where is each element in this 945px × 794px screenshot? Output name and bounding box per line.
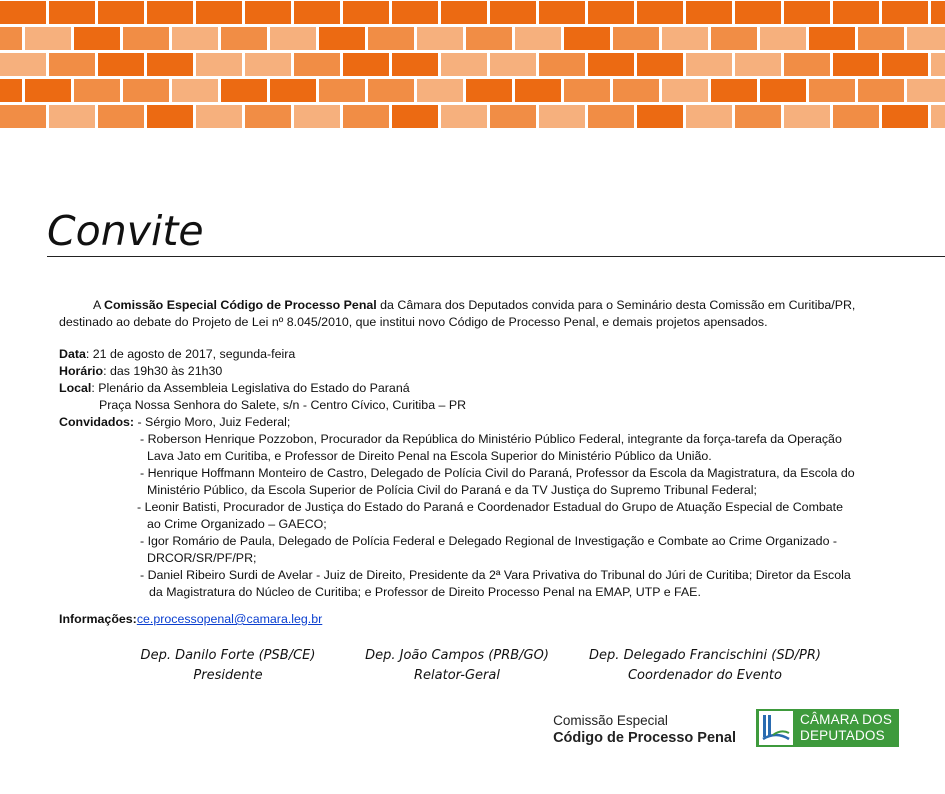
banner-tile <box>343 53 389 76</box>
banner-tile <box>49 1 95 24</box>
intro-line-1 <box>93 297 855 314</box>
guest-line: ao Crime Organizado – GAECO; <box>147 517 327 531</box>
guest-line: - Igor Romário de Paula, Delegado de Polícia Federal e Delegado Regional de Investigação e Combate ao Crime Organizado - <box>140 534 838 548</box>
banner-tile <box>98 105 144 128</box>
banner-tile <box>221 27 267 50</box>
banner-tile <box>711 27 757 50</box>
banner-tile <box>0 105 46 128</box>
camara-logo-line-1: CÂMARA DOS <box>800 712 893 727</box>
banner-tile <box>882 105 928 128</box>
guest-line: - Henrique Hoffmann Monteiro de Castro, Delegado de Polícia Civil do Paraná, Professor da Escola da Magistratura, da Escola do <box>140 466 855 480</box>
banner-tile <box>882 53 928 76</box>
banner-tile <box>319 27 365 50</box>
camara-logo <box>756 709 899 747</box>
banner-tile <box>931 53 945 76</box>
banner-tile <box>270 79 316 102</box>
banner-tile <box>294 105 340 128</box>
banner-tile <box>343 105 389 128</box>
date-label: Data <box>59 347 86 361</box>
banner-tile <box>392 53 438 76</box>
banner-tile <box>735 105 781 128</box>
email-link[interactable]: ce.processopenal@camara.leg.br <box>136 612 323 626</box>
signature-rapporteur <box>365 646 549 686</box>
signature-role: Presidente <box>193 668 263 683</box>
guest-line: - Roberson Henrique Pozzobon, Procurador da República do Ministério Público Federal, integrante da força-tarefa da Operação <box>140 432 842 446</box>
signature-president <box>141 646 316 686</box>
banner-tile <box>809 79 855 102</box>
page-title: Convite <box>47 207 204 255</box>
banner-tile <box>0 27 22 50</box>
event-location <box>59 380 410 397</box>
banner-tile <box>392 105 438 128</box>
info-line <box>59 611 322 628</box>
signature-role: Coordenador do Evento <box>627 668 782 683</box>
orange-tile-banner <box>0 0 945 132</box>
banner-tile <box>123 79 169 102</box>
banner-tile <box>196 1 242 24</box>
banner-tile <box>0 53 46 76</box>
banner-tile <box>515 79 561 102</box>
banner-tile <box>539 1 585 24</box>
banner-tile <box>245 53 291 76</box>
banner-tile <box>441 105 487 128</box>
signature-name: Dep. João Campos (PRB/GO) <box>365 648 549 663</box>
banner-tile <box>637 105 683 128</box>
banner-tile <box>931 105 945 128</box>
title-divider <box>47 256 945 257</box>
banner-tile <box>662 79 708 102</box>
banner-tile <box>417 27 463 50</box>
banner-tile <box>245 1 291 24</box>
time-value: : das 19h30 às 21h30 <box>103 364 223 378</box>
guests-first <box>59 414 290 431</box>
banner-tile <box>686 1 732 24</box>
intro-text-end: da Câmara dos Deputados convida para o Seminário desta Comissão em Curitiba/PR, <box>376 298 856 312</box>
location-label: Local <box>59 381 92 395</box>
banner-tile <box>196 105 242 128</box>
camara-logo-line-2: DEPUTADOS <box>800 728 885 743</box>
info-label: Informações: <box>59 612 137 626</box>
banner-tile <box>833 105 879 128</box>
banner-tile <box>858 27 904 50</box>
banner-tile <box>760 79 806 102</box>
banner-tile <box>907 27 945 50</box>
banner-tile <box>686 53 732 76</box>
guests-label: Convidados: <box>59 415 135 429</box>
banner-tile <box>0 1 46 24</box>
banner-tile <box>760 27 806 50</box>
banner-tile <box>686 105 732 128</box>
banner-tile <box>392 1 438 24</box>
banner-tile <box>833 53 879 76</box>
banner-tile <box>613 27 659 50</box>
banner-tile <box>515 27 561 50</box>
banner-tile <box>858 79 904 102</box>
banner-tile <box>809 27 855 50</box>
banner-tile <box>466 27 512 50</box>
guest-moro: - Sérgio Moro, Juiz Federal; <box>134 415 291 429</box>
banner-tile <box>49 105 95 128</box>
banner-tile <box>490 105 536 128</box>
signature-role: Relator-Geral <box>414 668 500 683</box>
guest-line: Lava Jato em Curitiba, e Professor de Direito Penal na Escola Superior do Ministério Público da União. <box>147 449 712 463</box>
signature-name: Dep. Danilo Forte (PSB/CE) <box>140 648 316 663</box>
banner-tile <box>0 79 22 102</box>
banner-tile <box>784 105 830 128</box>
banner-tile <box>343 1 389 24</box>
commission-name: Comissão Especial Código de Processo Penal <box>104 298 377 312</box>
guest-line: - Leonir Batisti, Procurador de Justiça do Estado do Paraná e Coordenador Estadual do Grupo de Atuação Especial de Combate <box>137 500 844 514</box>
banner-tile <box>564 79 610 102</box>
banner-tile <box>98 53 144 76</box>
guest-line: DRCOR/SR/PF/PR; <box>147 551 257 565</box>
banner-tile <box>539 105 585 128</box>
banner-tile <box>25 27 71 50</box>
banner-tile <box>245 105 291 128</box>
banner-tile <box>74 79 120 102</box>
date-value: : 21 de agosto de 2017, segunda-feira <box>85 347 296 361</box>
event-address: Praça Nossa Senhora do Salete, s/n - Centro Cívico, Curitiba – PR <box>99 398 467 412</box>
location-value: : Plenário da Assembleia Legislativa do Estado do Paraná <box>91 381 410 395</box>
guest-line: da Magistratura do Núcleo de Curitiba; e Professor de Direito Processo Penal na EMAP, UTP e FAE. <box>149 585 701 599</box>
intro-text-start: A <box>93 298 105 312</box>
banner-tile <box>588 105 634 128</box>
banner-tile <box>711 79 757 102</box>
banner-tile <box>490 53 536 76</box>
banner-tile <box>417 79 463 102</box>
banner-tile <box>98 1 144 24</box>
banner-tile <box>49 53 95 76</box>
banner-tile <box>319 79 365 102</box>
banner-tile <box>539 53 585 76</box>
guest-line: Ministério Público, da Escola Superior de Polícia Civil do Paraná e da TV Justiça do Supremo Tribunal Federal; <box>147 483 757 497</box>
banner-tile <box>833 1 879 24</box>
banner-tile <box>196 53 242 76</box>
banner-tile <box>172 79 218 102</box>
banner-tile <box>368 79 414 102</box>
banner-tile <box>784 53 830 76</box>
intro-line-2: destinado ao debate do Projeto de Lei nº 8.045/2010, que institui novo Código de Processo Penal, e demais projetos apensados. <box>59 315 768 329</box>
banner-tile <box>270 27 316 50</box>
banner-tile <box>588 53 634 76</box>
banner-tile <box>147 105 193 128</box>
banner-tile <box>147 1 193 24</box>
event-time <box>59 363 222 380</box>
banner-tile <box>735 53 781 76</box>
banner-tile <box>735 1 781 24</box>
banner-tile <box>784 1 830 24</box>
banner-tile <box>907 79 945 102</box>
congress-emblem-icon <box>759 711 793 745</box>
banner-tile <box>466 79 512 102</box>
commission-logo <box>553 713 736 747</box>
banner-tile <box>882 1 928 24</box>
banner-tile <box>123 27 169 50</box>
banner-tile <box>294 53 340 76</box>
banner-tile <box>637 53 683 76</box>
banner-tile <box>613 79 659 102</box>
banner-tile <box>931 1 945 24</box>
banner-tile <box>368 27 414 50</box>
banner-tile <box>172 27 218 50</box>
signature-coordinator <box>589 646 821 686</box>
banner-tile <box>441 53 487 76</box>
banner-tile <box>441 1 487 24</box>
banner-tile <box>294 1 340 24</box>
banner-tile <box>74 27 120 50</box>
banner-tile <box>564 27 610 50</box>
event-date <box>59 346 295 363</box>
banner-tile <box>25 79 71 102</box>
banner-tile <box>147 53 193 76</box>
banner-tile <box>490 1 536 24</box>
banner-tile <box>588 1 634 24</box>
time-label: Horário <box>59 364 104 378</box>
banner-tile <box>221 79 267 102</box>
banner-tile <box>637 1 683 24</box>
banner-tile <box>662 27 708 50</box>
commission-logo-line-1: Comissão Especial <box>553 713 668 728</box>
signature-name: Dep. Delegado Francischini (SD/PR) <box>589 648 821 663</box>
guest-line: - Daniel Ribeiro Surdi de Avelar - Juiz de Direito, Presidente da 2ª Vara Privativa do Tribunal do Júri de Curitiba; Diretor da Escola <box>140 568 851 582</box>
commission-logo-line-2: Código de Processo Penal <box>553 730 736 746</box>
